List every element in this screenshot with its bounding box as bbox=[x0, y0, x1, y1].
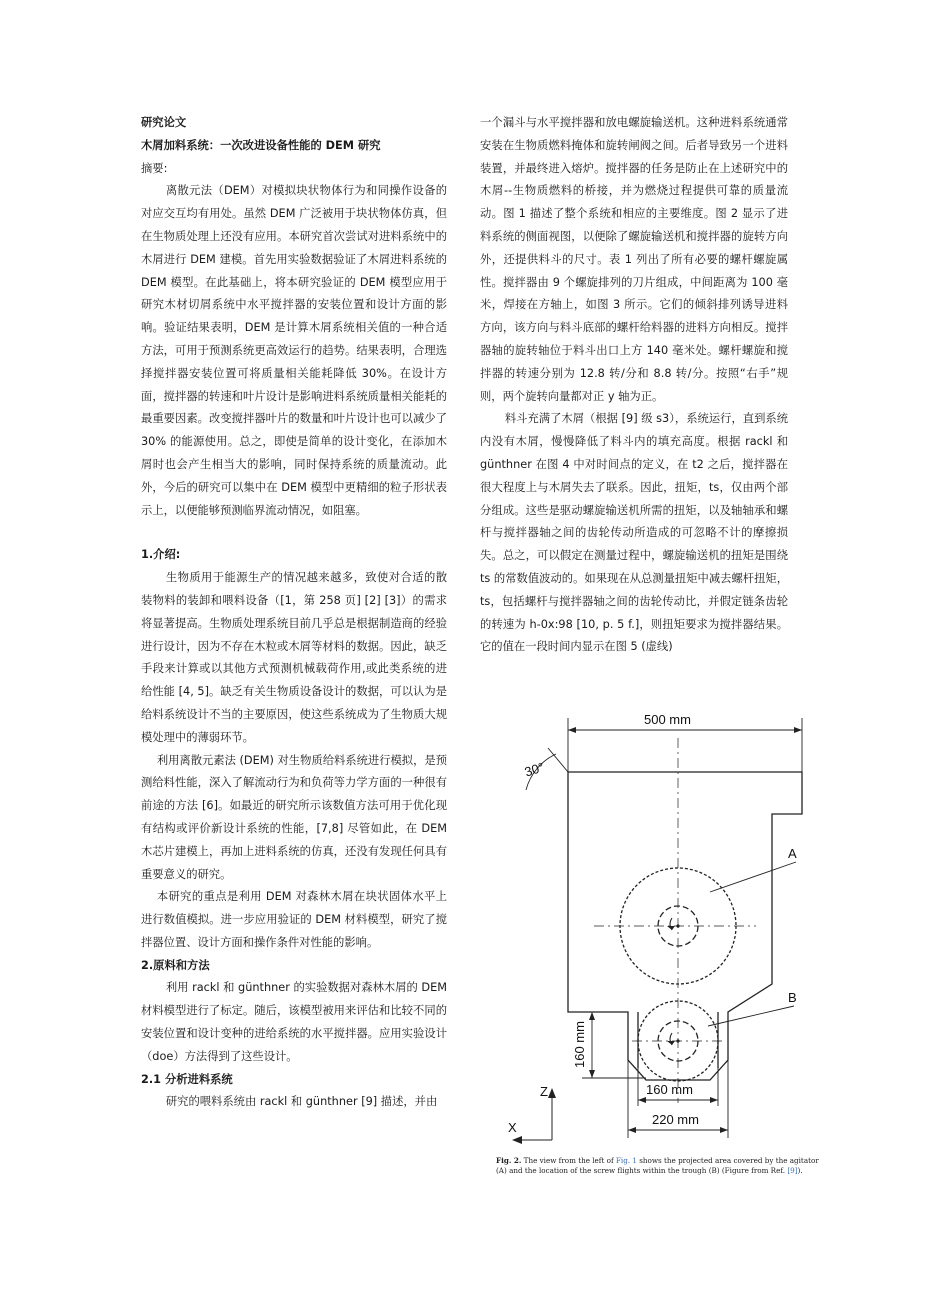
intro-heading: 1.介绍: bbox=[141, 548, 181, 562]
methods-paragraph-1: 利用 rackl 和 günthner 的实验数据对森林木屑的 DEM 材料模型进行了标定。随后，该模型被用来评估和比较不同的安装位置和设计变种的进给系统的水平搅拌器。应用实验设计（doe）方法得到了这些设计。 bbox=[141, 981, 447, 1063]
arrow-inner-left bbox=[638, 1097, 646, 1103]
axis-z-label: Z bbox=[540, 1084, 548, 1099]
dim-height-label: 160 mm bbox=[572, 1021, 587, 1068]
dim-inner-label: 160 mm bbox=[646, 1082, 693, 1097]
leader-a bbox=[710, 862, 796, 892]
arrow-top-right bbox=[794, 727, 802, 733]
arrow-inner-right bbox=[710, 1097, 718, 1103]
methods-subheading: 2.1 分析进料系统 bbox=[141, 1072, 233, 1086]
leader-b bbox=[708, 1006, 794, 1026]
figure-2 bbox=[496, 708, 836, 1148]
axis-z-arrow bbox=[548, 1088, 556, 1098]
abstract-text: 离散元法（DEM）对模拟块状物体行为和同操作设备的对应交互均有用处。虽然 DEM 广泛被用于块状物体仿真，但在生物质处理上还没有应用。本研究首次尝试对进料系统中的木屑进行 DEM 建模。首先用实验数据验证了木屑进料系统的 DEM 模型。在此基础上，将本研究验证的 DEM 模型应用于研究木材切屑系统中水平搅拌器的安装位置和设计方面的影响。验证结果表明，DEM 是计算木屑系统相关值的一种合适方法，可用于预测系统更高效运行的趋势。结果表明，合理选择搅拌器安装位置可将质量相关能耗降低 30%。在设计方面，搅拌器的转速和叶片设计是影响进料系统质量相关能耗的最重要因素。改变搅拌器叶片的数量和叶片设计也可以减少了 30% 的能源使用。总之，即使是简单的设计变化，在添加木屑时也会产生相当大的影响，同时保持系统的质量流动。此外，今后的研究可以集中在 DEM 模型中更精细的粒子形状表示上，以便能够预测临界流动情况，如阻塞。 bbox=[141, 184, 447, 517]
right-paragraph-1: 一个漏斗与水平搅拌器和放电螺旋输送机。这种进料系统通常安装在生物质燃料掩体和旋转闸阀之间。后者导致另一个进料装置，并最终进入熔炉。搅拌器的任务是防止在上述研究中的木屑--生物质燃料的桥接，并为燃烧过程提供可靠的质量流动。图 1 描述了整个系统和相应的主要维度。图 2 显示了进料系统的侧面视图，以便除了螺旋输送机和搅拌器的旋转方向外，还提供料斗的尺寸。表 1 列出了所有必要的螺杆螺旋属性。搅拌器由 9 个螺旋排列的刀片组成，中间距离为 100 毫米，焊接在方轴上，如图 3 所示。它们的倾斜排列诱导进料方向，该方向与料斗底部的螺杆给料器的进料方向相反。搅拌器轴的旋转轴位于料斗出口上方 140 毫米处。螺杆螺旋和搅拌器的转速分别为 12.8 转/分和 8.8 转/分。按照“右手”规则，两个旋转向量都对正 y 轴为正。 bbox=[480, 116, 788, 403]
axis-x-label: X bbox=[508, 1120, 517, 1135]
label-b: B bbox=[788, 990, 797, 1005]
hopper-diagram bbox=[496, 708, 836, 1148]
angle-label: 30° bbox=[522, 759, 546, 780]
screw-rotation-arrowhead bbox=[667, 1041, 675, 1045]
agitator-center-dot bbox=[676, 924, 679, 927]
axis-x-arrow bbox=[512, 1136, 522, 1144]
caption-text-2: shows the projected area covered by the agitator (A) and the location of the screw flights within the trough (B) (Figure from Ref. bbox=[496, 1156, 819, 1175]
label-a: A bbox=[788, 846, 797, 861]
caption-ref-fig1[interactable]: Fig. 1 bbox=[615, 1156, 637, 1165]
caption-text-1: The view from the left of bbox=[521, 1156, 616, 1165]
arrow-height-bottom bbox=[589, 1070, 595, 1078]
article-category: 研究论文 bbox=[141, 116, 187, 129]
screw-center-dot bbox=[676, 1039, 679, 1042]
section-spacer bbox=[141, 522, 447, 544]
caption-label: Fig. 2. bbox=[496, 1156, 522, 1165]
arrow-outer-right bbox=[720, 1127, 728, 1133]
left-column bbox=[141, 112, 447, 1114]
article-title: 木屑加料系统：一次改进设备性能的 DEM 研究 bbox=[141, 138, 381, 152]
methods-paragraph-2: 研究的喂料系统由 rackl 和 günthner [9] 描述，并由 bbox=[165, 1095, 438, 1109]
intro-paragraph-3: 本研究的重点是利用 DEM 对森林木屑在块状固体水平上进行数值模拟。进一步应用验证的 DEM 材料模型，研究了搅拌器位置、设计方面和操作条件对性能的影响。 bbox=[141, 890, 447, 949]
angle-ref-line bbox=[548, 748, 568, 772]
arrow-top-left bbox=[568, 727, 576, 733]
abstract-label: 摘要: bbox=[141, 161, 168, 175]
arrow-height-top bbox=[589, 1012, 595, 1020]
dim-top-label: 500 mm bbox=[644, 712, 691, 727]
caption-ref-9[interactable]: [9] bbox=[787, 1166, 798, 1175]
dim-outer-label: 220 mm bbox=[652, 1112, 699, 1127]
intro-paragraph-1: 生物质用于能源生产的情况越来越多，致使对合适的散装物料的装卸和喂料设备（[1，第 258 页] [2] [3]）的需求将显著提高。生物质处理系统目前几乎总是根据制造商的经验进行设计，因为不存在木粒或木屑等材料的数据。因此，缺乏手段来计算或以其他方式预测机械载荷作用,或此类系统的进给性能 [4, 5]。缺乏有关生物质设备设计的数据，可以认为是给料系统设计不当的主要原因，使这些系统成为了生物质大规模处理中的薄弱环节。 bbox=[141, 571, 447, 744]
arrow-outer-left bbox=[628, 1127, 636, 1133]
caption-text-3: ). bbox=[797, 1166, 803, 1175]
figure-caption bbox=[496, 1156, 826, 1176]
agitator-rotation-arrowhead bbox=[667, 926, 675, 930]
right-column bbox=[480, 112, 788, 659]
methods-heading: 2.原料和方法 bbox=[141, 958, 210, 972]
intro-paragraph-2: 利用离散元素法 (DEM) 对生物质给料系统进行模拟，是预测给料性能，深入了解流动行为和负荷等力学方面的一种很有前途的方法 [6]。如最近的研究所示该数值方法可用于优化现有结构或评价新设计系统的性能，[7,8] 尽管如此，在 DEM 木芯片建模上，再加上进料系统的仿真，还没有发现任何具有重要意义的研究。 bbox=[141, 753, 447, 881]
right-paragraph-2: 料斗充满了木屑（根据 [9] 级 s3），系统运行，直到系统内没有木屑，慢慢降低了料斗内的填充高度。根据 rackl 和 günthner 在图 4 中对时间点的定义，在 t2 之后，搅拌器在很大程度上与木屑失去了联系。因此，扭矩，ts，仅由两个部分组成。这些是驱动螺旋输送机所需的扭矩，以及轴轴承和螺杆与搅拌器轴之间的齿轮传动所造成的可忽略不计的摩擦损失。总之，可以假定在测量过程中，螺旋输送机的扭矩是围绕 ts 的常数值波动的。如果现在从总测量扭矩中减去螺杆扭矩，ts，包括螺杆与搅拌器轴之间的齿轮传动比，并假定链条齿轮的转速为 h-0x:98 [10, p. 5 f.]，则扭矩要求为搅拌器结果。它的值在一段时间内显示在图 5 (虚线) bbox=[480, 412, 788, 654]
